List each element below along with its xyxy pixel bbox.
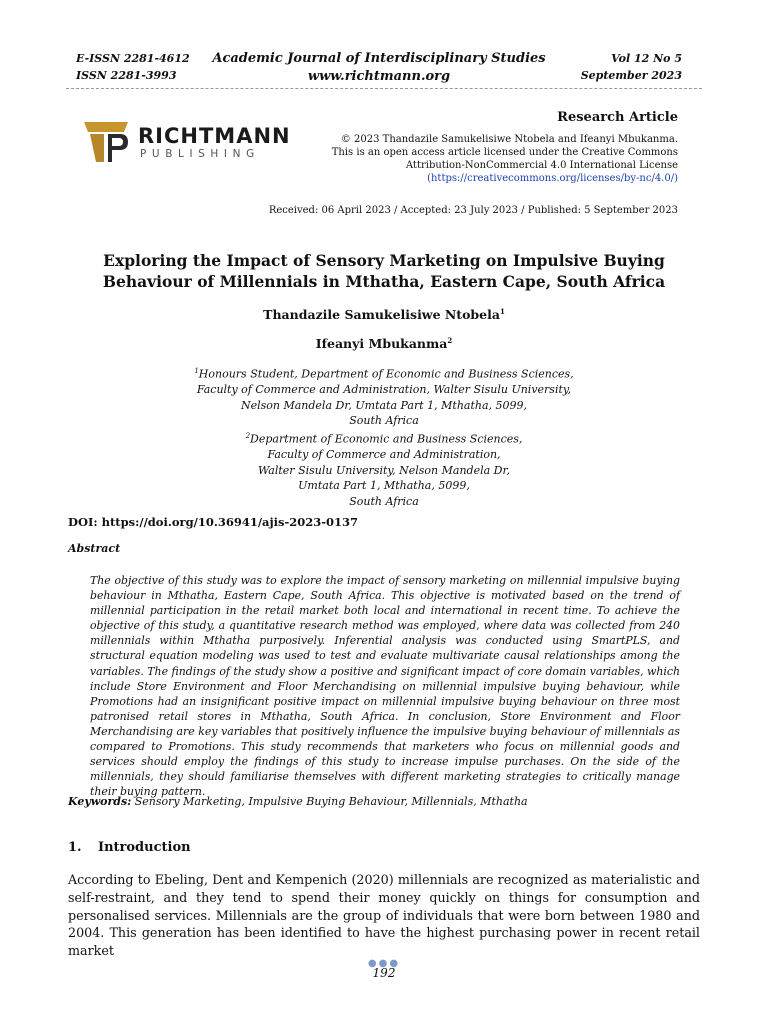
header-divider (66, 88, 702, 89)
issue-date: September 2023 (580, 69, 682, 82)
journal-website[interactable]: www.richtmann.org (307, 69, 451, 84)
author-2 (0, 336, 768, 351)
section-number: 1. (68, 840, 82, 855)
license-line: Attribution-NonCommercial 4.0 International License (405, 160, 678, 171)
section-heading (68, 840, 191, 855)
logo-subtitle: PUBLISHING (140, 148, 260, 160)
page-dots: ●●● (367, 958, 401, 969)
license-link[interactable]: (https://creativecommons.org/licenses/by-nc/4.0/) (427, 173, 678, 184)
affiliation-line: Faculty of Commerce and Administration, (267, 448, 501, 462)
article-type: Research Article (557, 110, 678, 125)
publication-dates: Received: 06 April 2023 / Accepted: 23 July 2023 / Published: 5 September 2023 (268, 205, 678, 216)
affiliation-line: South Africa (349, 495, 419, 509)
author-name: Ifeanyi Mbukanma (315, 336, 448, 352)
author-sup: 1 (499, 307, 505, 316)
copyright-line: © 2023 Thandazile Samukelisiwe Ntobela and Ifeanyi Mbukanma. (340, 134, 678, 145)
abstract-text: The objective of this study was to explore the impact of sensory marketing on millennial impulsive buying behaviour in Mthatha, Eastern Cape, South Africa. This objective is motivated based on the trend of millennial participation in the retail market both local and international in recent time. To achieve the objective of this study, a quantitative research method was employed, where data was collected from 240 millennials within Mthatha purposively. Inferential analysis was conducted using SmartPLS, and structural equation modeling was used to test and evaluate multivariate causal relationships among the variables. The findings of the study show a positive and significant impact of core domain variables, which include Store Environment and Floor Merchandising on millennial impulsive buying behaviour, while Promotions had an insignificant positive impact on millennial impulsive buying behaviour on three most patronised retail stores in Mthatha, South Africa. In conclusion, Store Environment and Floor Merchandising are key variables that positively influence the impulsive buying behaviour of millennials as compared to Promotions. This study recommends that marketers who focus on millennial goods and services should employ the findings of this study to increase impulse purchases. On the side of the millennials, they should familiarise themselves with different marketing strategies to critically manage their buying pattern. (90, 574, 680, 799)
title-line: Exploring the Impact of Sensory Marketing on Impulsive Buying (103, 251, 665, 270)
affiliation-line: Faculty of Commerce and Administration, Walter Sisulu University, (196, 383, 572, 397)
page-number: 192 (372, 966, 396, 980)
paper-title (84, 250, 684, 292)
keywords-list: Sensory Marketing, Impulsive Buying Behaviour, Millennials, Mthatha (134, 795, 528, 808)
volume-block (581, 50, 682, 84)
article-info (258, 110, 678, 185)
author-1 (0, 307, 768, 322)
volume: Vol 12 No 5 (611, 52, 682, 65)
affiliation-line: $^1$Honours Student, Department of Economic and Business Sciences, (194, 367, 574, 381)
affiliation-line: South Africa (349, 414, 419, 428)
richtmann-emblem-icon (80, 116, 132, 168)
author-name: Thandazile Samukelisiwe Ntobela (263, 307, 500, 323)
logo-wordmark: RICHTMANN (138, 124, 291, 148)
issn: ISSN 2281-3993 (76, 69, 177, 82)
section-title: Introduction (98, 840, 191, 855)
affiliation-line: $^2$Department of Economic and Business Sciences, (245, 432, 523, 446)
affiliations (0, 364, 768, 510)
title-line: Behaviour of Millennials in Mthatha, Eastern Cape, South Africa (102, 272, 666, 291)
affiliation-line: Walter Sisulu University, Nelson Mandela Dr, (257, 463, 511, 477)
affiliation-line: Umtata Part 1, Mthatha, 5099, (298, 479, 470, 493)
keywords (68, 795, 528, 808)
eissn: E-ISSN 2281-4612 (76, 52, 190, 65)
abstract-heading: Abstract (68, 542, 121, 555)
intro-paragraph: According to Ebeling, Dent and Kempenich (2020) millennials are recognized as materialistic and self-restraint, and they tend to spend their money quickly on things for consumption and personalised services. Millennials are the group of individuals that were born between 1980 and 2004. This generation has been identified to have the highest purchasing power in recent retail market (68, 872, 700, 959)
affiliation-line: Nelson Mandela Dr, Umtata Part 1, Mthatha, 5099, (240, 398, 528, 412)
license-line: This is an open access article licensed under the Creative Commons (331, 147, 678, 158)
author-sup: 2 (447, 336, 453, 345)
doi-link[interactable]: DOI: https://doi.org/10.36941/ajis-2023-0137 (68, 515, 359, 529)
keywords-label: Keywords: (68, 795, 132, 808)
page-header (76, 50, 682, 86)
journal-name: Academic Journal of Interdisciplinary Studies (212, 51, 546, 66)
publisher-logo (80, 114, 291, 172)
